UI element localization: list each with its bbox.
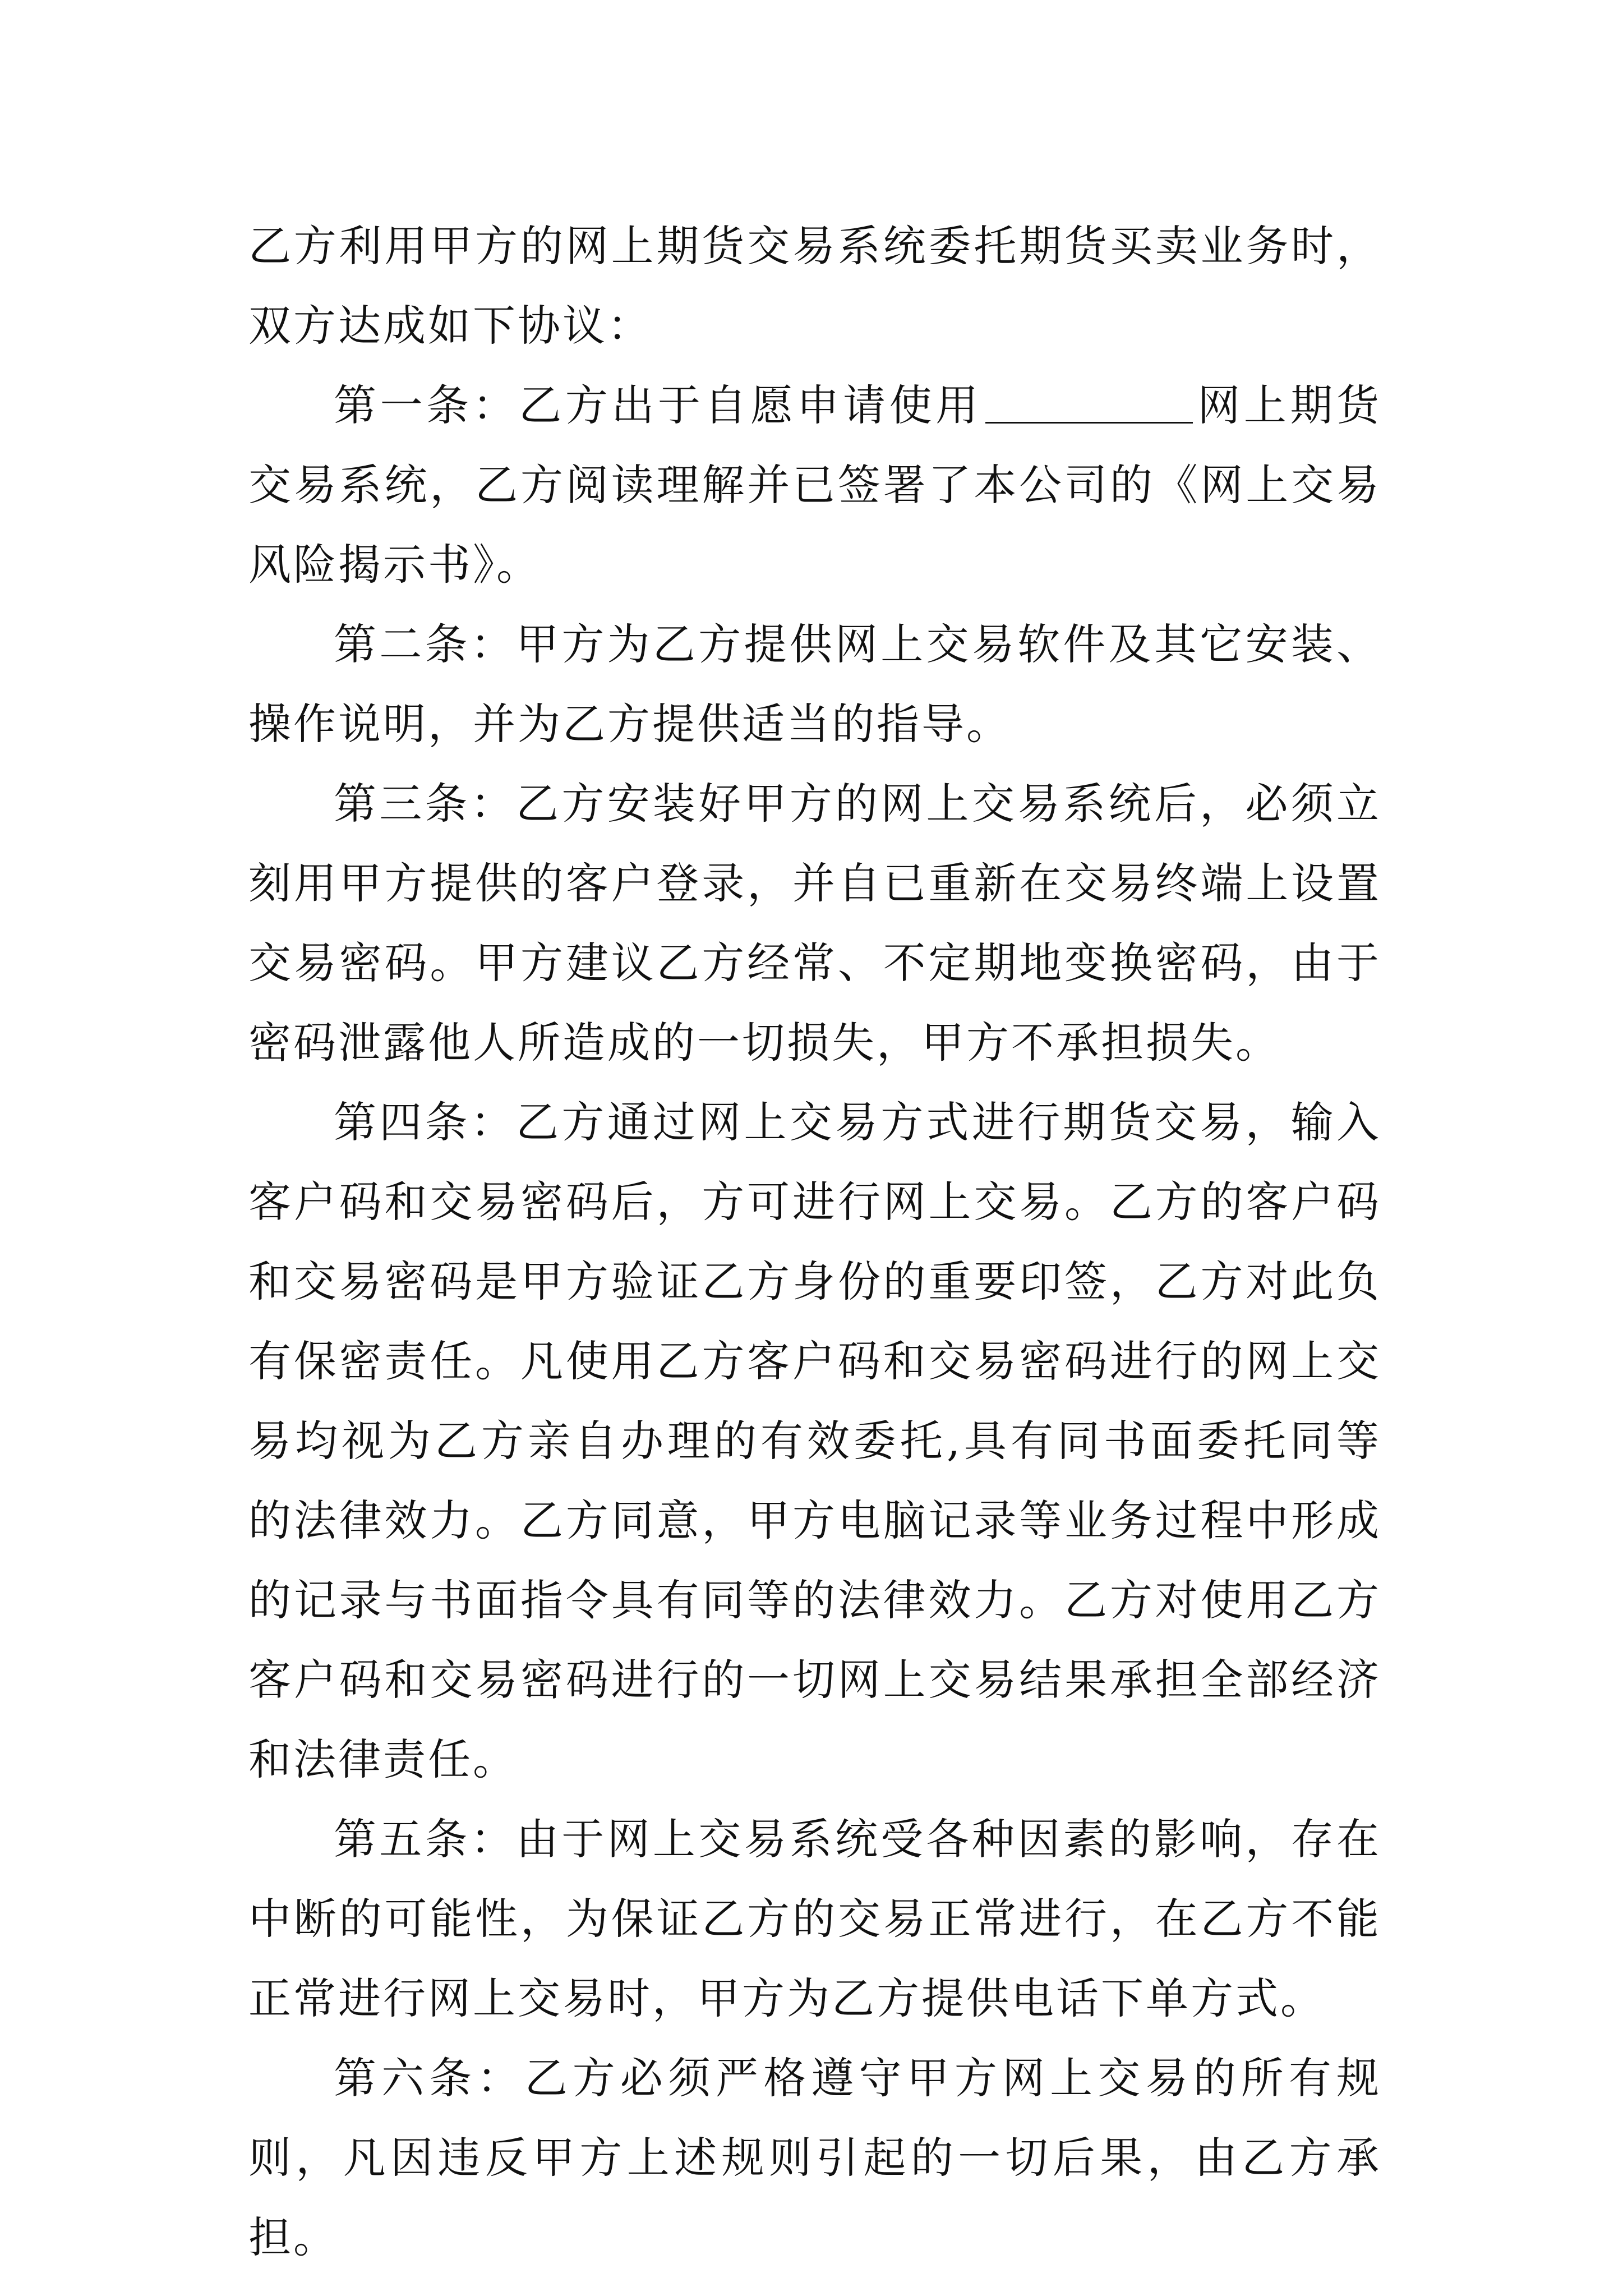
article-1-text-before: 第一条：乙方出于自愿申请使用 <box>334 380 982 430</box>
article-2: 第二条：甲方为乙方提供网上交易软件及其它安装、操作说明，并为乙方提供适当的指导。 <box>248 619 1381 749</box>
article-3: 第三条：乙方安装好甲方的网上交易系统后，必须立刻用甲方提供的客户登录，并自已重新在交易终端上设置交易密码。甲方建议乙方经常、不定期地变换密码，由于密码泄露他人所造成的一切损失，甲方不承担损失。 <box>248 779 1381 1068</box>
article-6: 第六条：乙方必须严格遵守甲方网上交易的所有规则，凡因违反甲方上述规则引起的一切后果，由乙方承担。 <box>248 2053 1381 2262</box>
article-1-text-after: 网上期货交易系统，乙方阅读理解并已签署了本公司的《网上交易风险揭示书》。 <box>248 380 1382 590</box>
article-4: 第四条：乙方通过网上交易方式进行期货交易，输入客户码和交易密码后，方可进行网上交易。乙方的客户码和交易密码是甲方验证乙方身份的重要印签，乙方对此负有保密责任。凡使用乙方客户码和交易密码进行的网上交易均视为乙方亲自办理的有效委托,具有同书面委托同等的法律效力。乙方同意，甲方电脑记录等业务过程中形成的记录与书面指令具有同等的法律效力。乙方对使用乙方客户码和交易密码进行的一切网上交易结果承担全部经济和法律责任。 <box>248 1097 1381 1784</box>
intro-paragraph: 乙方利用甲方的网上期货交易系统委托期货买卖业务时，双方达成如下协议： <box>248 221 1381 351</box>
fill-in-blank <box>985 379 1193 424</box>
article-1 <box>248 366 1381 605</box>
agreement-body <box>248 206 1381 2277</box>
article-5: 第五条：由于网上交易系统受各种因素的影响，存在中断的可能性，为保证乙方的交易正常进行，在乙方不能正常进行网上交易时，甲方为乙方提供电话下单方式。 <box>248 1814 1381 2023</box>
